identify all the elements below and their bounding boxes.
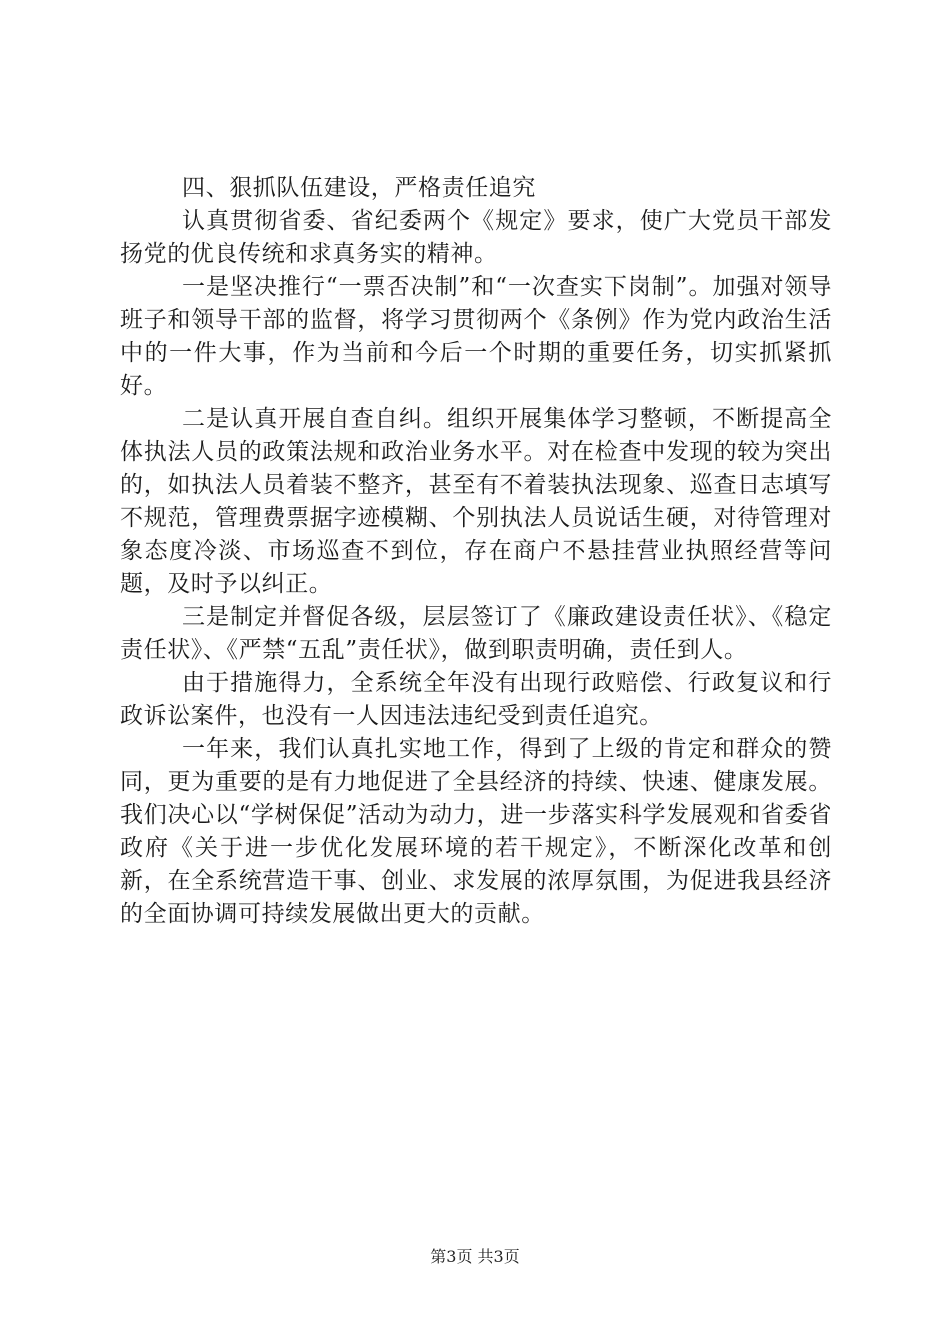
section-heading: 四、狠抓队伍建设，严格责任追究 (182, 175, 536, 201)
paragraph: 二是认真开展自查自纠。组织开展集体学习整顿，不断提高全体执法人员的政策法规和政治业务水平。对在检查中发现的较为突出的，如执法人员着装不整齐，甚至有不着装执法现象、巡查日志填写不规范，管理费票据字迹模糊、个别执法人员说话生硬，对待管理对象态度冷淡、市场巡查不到位，存在商户不悬挂营业执照经营等问题，及时予以纠正。 (120, 406, 832, 597)
paragraph: 一是坚决推行“一票否决制”和“一次查实下岗制”。加强对领导班子和领导干部的监督，将学习贯彻两个《条例》作为党内政治生活中的一件大事，作为当前和今后一个时期的重要任务，切实抓紧抓好。 (120, 274, 832, 399)
paragraph: 三是制定并督促各级，层层签订了《廉政建设责任状》、《稳定责任状》、《严禁“五乱”责任状》，做到职责明确，责任到人。 (120, 604, 832, 663)
paragraph: 一年来，我们认真扎实地工作，得到了上级的肯定和群众的赞同，更为重要的是有力地促进了全县经济的持续、快速、健康发展。我们决心以“学树保促”活动为动力，进一步落实科学发展观和省委省政府《关于进一步优化发展环境的若干规定》，不断深化改革和创新，在全系统营造干事、创业、求发展的浓厚氛围，为促进我县经济的全面协调可持续发展做出更大的贡献。 (120, 736, 832, 927)
document-body (120, 172, 832, 931)
paragraph: 由于措施得力，全系统全年没有出现行政赔偿、行政复议和行政诉讼案件，也没有一人因违法违纪受到责任追究。 (120, 670, 832, 729)
page-number-footer: 第3页 共3页 (430, 1247, 520, 1266)
paragraph: 认真贯彻省委、省纪委两个《规定》要求，使广大党员干部发扬党的优良传统和求真务实的精神。 (120, 208, 832, 267)
